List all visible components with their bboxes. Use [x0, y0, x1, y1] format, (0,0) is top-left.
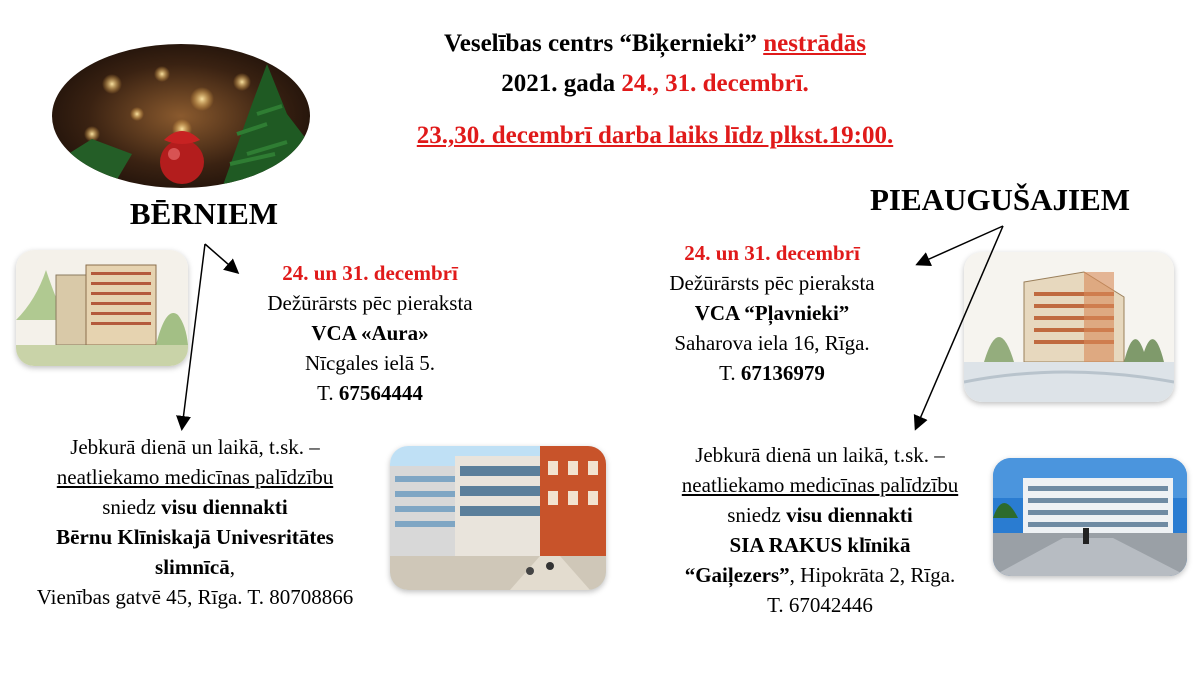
- children-emergency-line2: neatliekamo medicīnas palīdzību: [56, 465, 334, 489]
- adults-duty-clinic: VCA “Pļavnieki”: [694, 301, 850, 325]
- children-emergency-hospital: Bērnu Klīniskajā Univesritātes slimnīcā: [56, 525, 334, 579]
- adults-duty-phone-prefix: T.: [719, 361, 741, 385]
- header-year: 2021. gada: [501, 70, 622, 97]
- header-dates: [360, 70, 950, 98]
- children-emergency-line1: Jebkurā dienā un laikā, t.sk. –: [70, 435, 320, 459]
- children-emergency-line3: [0, 492, 390, 522]
- adults-emergency-address: , Hipokrāta 2, Rīga.: [789, 563, 956, 587]
- adults-emergency-block: [630, 440, 1010, 620]
- header-center-name: Veselības centrs “Biķernieki”: [443, 30, 764, 57]
- adults-emergency-hospital: SIA RAKUS klīnikā: [729, 533, 911, 557]
- children-duty-phone: 67564444: [338, 381, 423, 405]
- children-duty-phone-prefix: T.: [317, 381, 339, 405]
- children-emergency-provides: sniedz: [102, 495, 162, 519]
- children-section-title: BĒRNIEM: [129, 196, 279, 231]
- adults-emergency-line1: Jebkurā dienā un laikā, t.sk. –: [695, 443, 945, 467]
- christmas-decoration-image: [52, 44, 310, 188]
- adults-emergency-line3: [630, 500, 1010, 530]
- children-emergency-hospital-line: [0, 522, 390, 582]
- children-duty-phone-line: [232, 378, 508, 408]
- adults-duty-phone-line: [612, 358, 932, 388]
- header-working-hours: 23.,30. decembrī darba laiks līdz plkst.19:00.: [416, 122, 894, 149]
- adults-section-title: PIEAUGUŠAJIEM: [869, 182, 1131, 217]
- adults-duty-phone: 67136979: [740, 361, 825, 385]
- adults-duty-doctor-block: [612, 238, 932, 388]
- children-emergency-address: Vienības gatvē 45, Rīga. T. 80708866: [36, 585, 354, 609]
- header-closed-notice: [360, 30, 950, 58]
- adults-duty-doctor: Dežūrārsts pēc pieraksta: [669, 271, 875, 295]
- adults-emergency-line2: neatliekamo medicīnas palīdzību: [681, 473, 959, 497]
- childrens-hospital-photo: [390, 446, 606, 590]
- children-duty-dates: 24. un 31. decembrī: [282, 261, 458, 285]
- adults-duty-dates: 24. un 31. decembrī: [684, 241, 860, 265]
- children-emergency-block: [0, 432, 390, 612]
- children-duty-doctor-block: [232, 258, 508, 408]
- adults-emergency-provides: sniedz: [727, 503, 787, 527]
- header-closed-dates: 24., 31. decembrī.: [621, 70, 809, 97]
- adults-duty-address: Saharova iela 16, Rīga.: [674, 331, 870, 355]
- children-duty-clinic: VCA «Aura»: [311, 321, 429, 345]
- adults-emergency-24h: visu diennakti: [786, 503, 913, 527]
- header-not-working: nestrādās: [763, 30, 866, 57]
- children-emergency-24h: visu diennakti: [161, 495, 288, 519]
- children-clinic-building-image: [16, 250, 188, 366]
- adults-emergency-hospital-name: “Gaiļezers”: [684, 563, 790, 587]
- adults-emergency-phone: T. 67042446: [767, 593, 873, 617]
- children-duty-address: Nīcgales ielā 5.: [304, 351, 436, 375]
- rakus-hospital-photo: [993, 458, 1187, 576]
- children-emergency-hospital-comma: ,: [229, 555, 235, 579]
- adults-emergency-address-line: [630, 560, 1010, 590]
- children-duty-doctor: Dežūrārsts pēc pieraksta: [267, 291, 473, 315]
- adults-clinic-building-image: [964, 252, 1174, 402]
